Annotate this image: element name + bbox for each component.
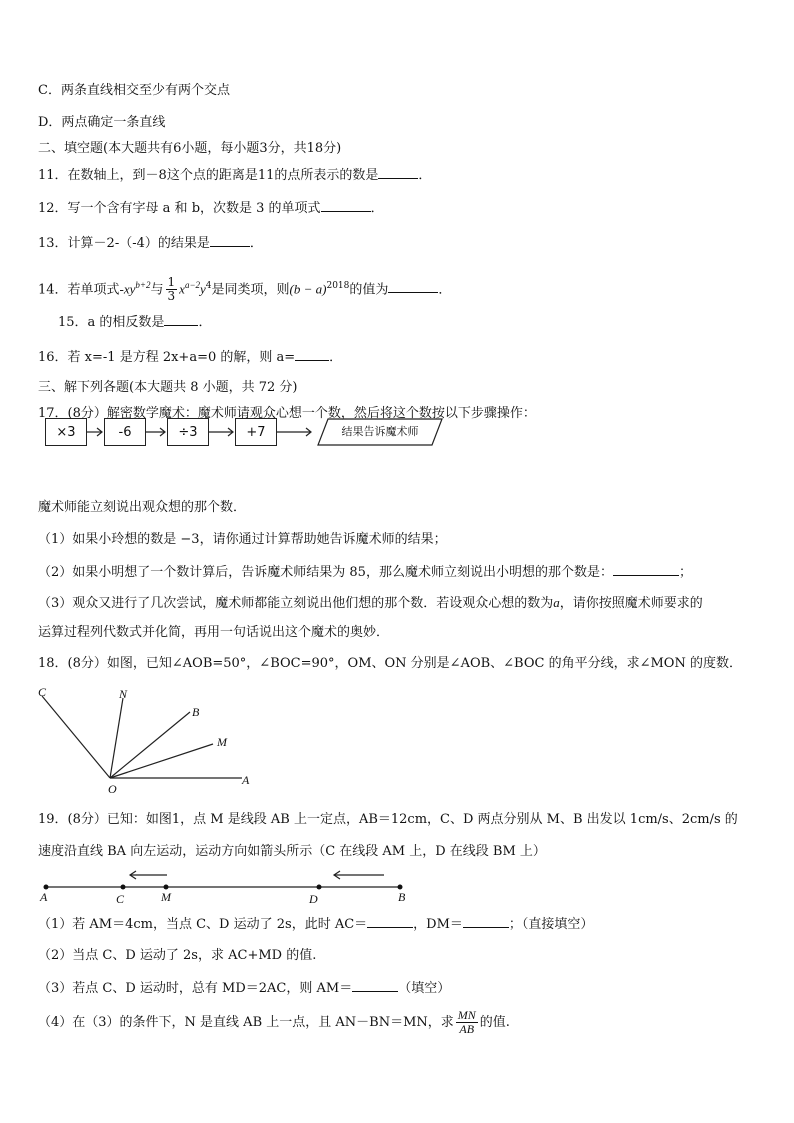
exponent: 4 [205,281,212,291]
step-label: ×3 [56,424,76,440]
var-x: x [179,281,185,297]
step-label: -6 [118,424,132,440]
part-3-text-b: ，请你按照魔术师要求的 [559,596,703,611]
monomial-1: -xy [119,281,136,297]
exponent: a−2 [184,280,201,290]
question-19-line-1: 19．(8分）已知：如图1，点 M 是线段 AB 上一定点，AB＝12cm，C、D 两点分别从 M、B 出发以 1cm/s、2cm/s 的 [38,812,738,827]
question-12-end: ． [370,201,384,216]
label-a: A [40,890,48,904]
label-c: C [116,892,125,906]
base-expression: (b − a) [289,281,327,297]
part-2-end: ； [678,565,692,580]
answer-blank[interactable] [210,234,250,247]
question-19-part-3 [38,979,450,998]
question-14-text3: 的值为 [349,282,389,298]
part-4-text-a: （4）在（3）的条件下，N 是直线 AB 上一点，且 AN－BN＝MN，求 [38,1015,454,1030]
exponent: b+2 [135,280,151,290]
question-15 [58,313,211,332]
question-12 [38,199,384,218]
question-17-part-1: （1）如果小玲想的数是 −3，请你通过计算帮助她告诉魔术师的结果； [38,532,447,547]
question-11-text: 11．在数轴上，到－8这个点的距离是11的点所表示的数是 [38,168,379,183]
label-b: B [192,705,200,719]
question-11-end: ． [418,168,432,183]
question-13 [38,234,263,253]
part-1-text-a: （1）若 AM＝4cm，当点 C、D 运动了 2s，此时 AC＝ [38,917,368,932]
option-d: D．两点确定一条直线 [38,115,166,130]
question-19-part-4 [38,1006,510,1040]
label-n: N [119,687,128,701]
answer-blank[interactable] [463,915,509,928]
part-1-text-c: ；（直接填空） [508,917,594,932]
part-4-text-b: 的值. [479,1015,510,1030]
label-m: M [161,890,171,904]
answer-blank[interactable] [378,166,418,179]
answer-blank[interactable] [295,348,329,361]
question-16 [38,348,342,367]
question-14-end: ． [438,282,452,298]
question-11 [38,166,431,185]
question-15-end: ． [198,315,212,330]
section-3-title: 三、解下列各题(本大题共 8 小题，共 72 分) [38,380,298,395]
question-14-prefix: 14．若单项式 [38,282,120,298]
part-1-text-b: ，DM＝ [413,917,463,932]
var-y: y [200,281,206,297]
part-3-text-b: （填空） [398,981,451,996]
label-o: O [108,782,117,796]
label-b: B [398,890,406,904]
question-17-part-2 [38,563,692,582]
variable-a: a [553,595,560,610]
question-17-part-3-cont: 运算过程列代数式并化简，再用一句话说出这个魔术的奥妙． [38,625,390,640]
question-19-part-2: （2）当点 C、D 运动了 2s，求 AC+MD 的值. [38,948,317,963]
question-16-end: ． [329,350,343,365]
question-19-line-2: 速度沿直线 BA 向左运动，运动方向如箭头所示（C 在线段 AM 上，D 在线段 BM 上） [38,844,546,859]
question-12-text: 12．写一个含有字母 a 和 b，次数是 3 的单项式 [38,201,321,216]
question-14-text2: 是同类项，则 [211,282,290,298]
question-17-after: 魔术师能立刻说出观众想的那个数． [38,500,247,515]
question-16-text: 16．若 x=-1 是方程 2x+a=0 的解，则 a= [38,350,296,365]
question-19-part-1 [38,915,593,934]
answer-blank[interactable] [321,199,371,212]
question-13-text: 13．计算－2-（-4）的结果是 [38,236,210,251]
segment-diagram [30,860,430,908]
label-m: M [217,735,227,749]
part-3-text-a: （3）若点 C、D 运动时，总有 MD＝2AC，则 AM＝ [38,981,353,996]
question-14 [38,270,451,305]
answer-blank[interactable] [613,563,679,576]
question-14-mid: 与 [150,282,164,298]
fraction-mn-ab: $\frac{MN}{AB}$ [457,1008,476,1036]
step-label: +7 [246,424,266,440]
label-a: A [242,773,250,787]
question-15-text: 15．a 的相反数是 [58,315,165,330]
label-d: D [309,892,318,906]
label-c: C [38,685,47,699]
question-17-part-3 [38,594,703,613]
question-13-end: ． [249,236,263,251]
angle-diagram [30,680,270,800]
part-3-text-a: （3）观众又进行了几次尝试，魔术师都能立刻说出他们想的那个数．若设观众心想的数为 [38,596,554,611]
answer-blank[interactable] [388,280,438,293]
question-18: 18．(8分）如图，已知∠AOB=50°，∠BOC=90°，OM、ON 分别是∠AOB、∠BOC 的角平分线，求∠MON 的度数． [38,656,742,671]
answer-blank[interactable] [164,313,198,326]
exponent: 2018 [326,281,350,291]
question-17: 17．(8分）解密数学魔术：魔术师请观众心想一个数，然后将这个数按以下步骤操作： [38,406,536,421]
option-c: C．两条直线相交至少有两个交点 [38,83,230,98]
step-label: ÷3 [178,424,198,440]
section-2-title: 二、填空题(本大题共有6小题，每小题3分，共18分) [38,141,342,156]
part-2-text: （2）如果小明想了一个数计算后，告诉魔术师结果为 85，那么魔术师立刻说出小明想的那个数是： [38,565,613,580]
fraction-one-third: $\frac{1}{3}$ [167,275,176,304]
answer-blank[interactable] [367,915,413,928]
result-label: 结果告诉魔术师 [341,425,419,438]
answer-blank[interactable] [352,979,398,992]
